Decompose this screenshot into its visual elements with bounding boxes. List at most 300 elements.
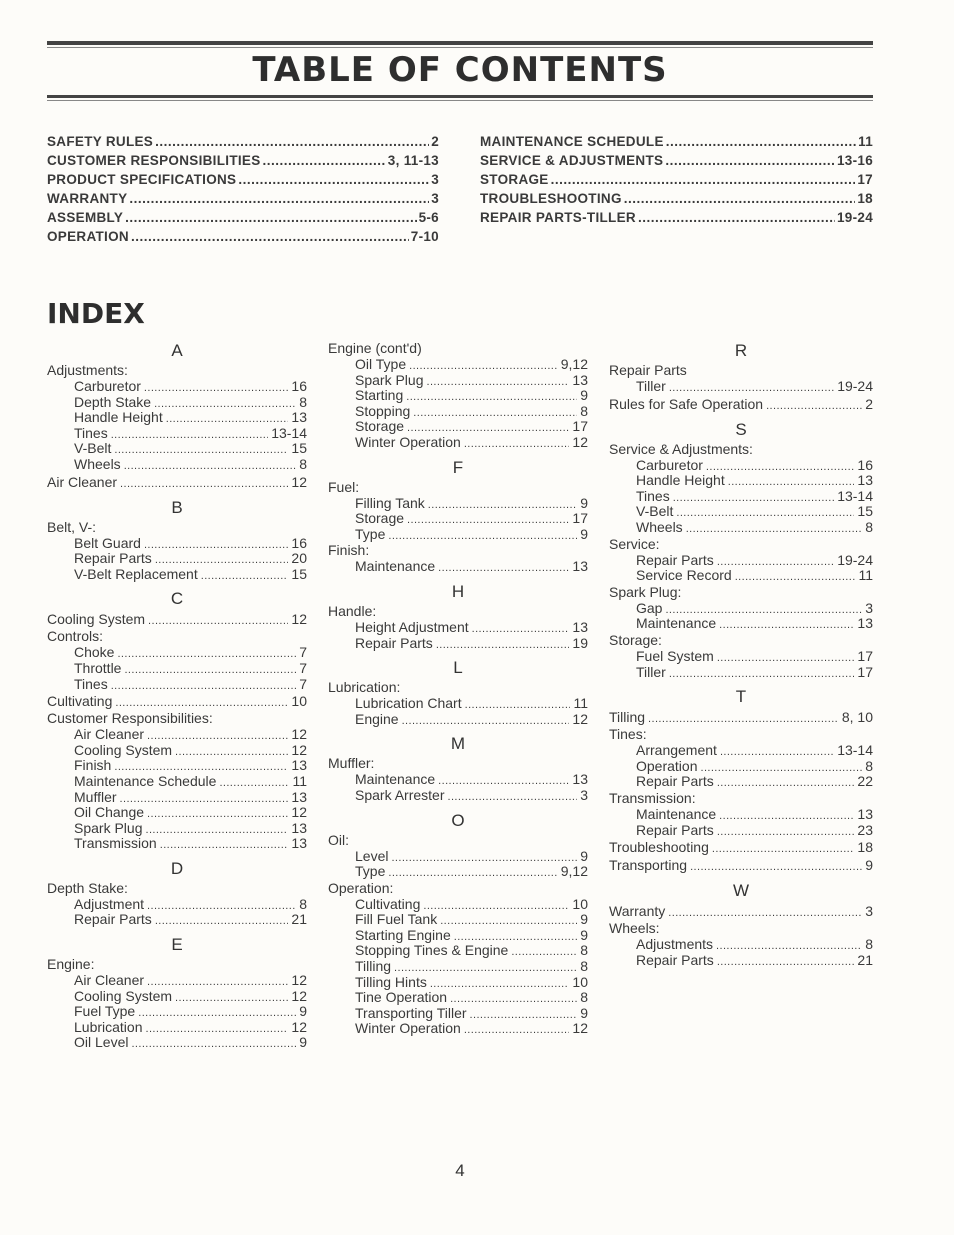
index-entry-page: 12 [291, 987, 307, 1004]
index-entry-page: 9 [865, 857, 873, 874]
toc-entry-page: 19-24 [836, 210, 873, 225]
index-entry-page: 9,12 [560, 356, 588, 372]
index-category: Fuel: [328, 478, 360, 495]
index-entry-page: 15 [291, 440, 307, 457]
index-entry [328, 990, 588, 1006]
index-entry-page: 12 [291, 473, 307, 490]
page-number: 4 [455, 1161, 465, 1180]
index-entry-page: 12 [291, 726, 307, 743]
dot-leader [166, 412, 289, 428]
index-entry-page: 10 [291, 693, 307, 710]
dot-leader [430, 977, 570, 993]
index-category: Lubrication: [328, 679, 401, 696]
dot-leader [124, 459, 297, 475]
index-entry-page: 12 [291, 741, 307, 758]
index-letter-heading: H [451, 581, 465, 601]
index-entry-page: 7 [299, 644, 307, 661]
index-entry-label: Type [355, 525, 386, 542]
index-entry [328, 975, 588, 991]
index-entry-label: Repair Parts [74, 550, 152, 567]
index-entry-label: Tiller [636, 378, 666, 394]
dot-leader [111, 428, 268, 444]
index-entry-page: 8 [299, 393, 307, 410]
index-entry-label: Spark Arrester [355, 786, 445, 803]
index-entry-label: Maintenance [636, 805, 717, 822]
index-entry-page: 16 [291, 534, 307, 551]
index-entry-label: Repair Parts [636, 951, 714, 968]
index-entry [609, 379, 873, 395]
index-entry-page: 11 [292, 772, 307, 789]
dot-leader [717, 825, 855, 841]
toc-entry [480, 134, 873, 153]
index-entry-page: 10 [572, 895, 588, 912]
index-entry-page: 12 [291, 804, 307, 821]
index-letter-heading: C [170, 589, 184, 609]
index-entry [609, 568, 873, 584]
index-entry-label: Air Cleaner [74, 972, 145, 989]
index-entry-page: 7 [299, 675, 307, 692]
index-entry-page: 19 [572, 634, 588, 651]
toc-entry-label: STORAGE [480, 172, 549, 187]
index-entry [47, 1020, 307, 1036]
index-entry [47, 645, 307, 661]
index-column-2 [328, 340, 588, 1037]
dot-leader [263, 153, 386, 168]
index-entry [609, 520, 873, 536]
index-entry-label: Oil Type [355, 356, 407, 372]
index-entry-label: Wheels [74, 455, 121, 472]
index-entry [328, 419, 588, 435]
index-entry [328, 620, 588, 636]
index-entry-page: 12 [572, 1020, 588, 1037]
index-entry-label: Height Adjustment [355, 618, 469, 635]
toc-entry-page: 3 [431, 191, 439, 206]
index-entry [328, 357, 588, 373]
index-entry-page: 23 [857, 821, 873, 838]
index-entry-label: Adjustment [74, 895, 145, 912]
dot-leader [129, 191, 429, 206]
toc-entry-label: ASSEMBLY [47, 210, 124, 225]
index-letter-heading: B [171, 497, 183, 517]
index-letter-heading: L [453, 658, 463, 678]
index-entry [47, 912, 307, 928]
dot-leader [717, 776, 855, 792]
dot-leader [728, 475, 855, 491]
dot-leader [409, 359, 558, 375]
index-entry [609, 665, 873, 681]
index-entry-label: Starting Engine [355, 926, 451, 943]
index-entry-label: V-Belt Replacement [74, 565, 198, 582]
index-category: Tines: [609, 726, 647, 743]
dot-leader [436, 638, 570, 654]
index-entry-label: Repair Parts [636, 773, 714, 790]
index-entry [328, 559, 588, 575]
index-entry [47, 758, 307, 774]
index-entry-page: 17 [572, 418, 588, 435]
index-category: Adjustments: [47, 362, 128, 378]
index-entry-label: Transporting Tiller [355, 1004, 467, 1021]
index-entry-label: Type [355, 863, 386, 880]
index-entry-label: Fuel System [636, 647, 714, 664]
toc-entry [480, 153, 873, 172]
index-entry-label: Handle Height [74, 409, 163, 426]
index-entry-label: Handle Height [636, 472, 725, 489]
index-category: Customer Responsibilities: [47, 710, 213, 727]
dot-leader [147, 807, 288, 823]
index-entry-page: 12 [291, 1018, 307, 1035]
dot-leader [551, 172, 856, 187]
index-category: Muffler: [328, 755, 375, 772]
index-entry-label: Air Cleaner [47, 473, 118, 490]
dot-leader [706, 460, 855, 476]
index-entry [47, 989, 307, 1005]
dot-leader [413, 406, 577, 422]
index-entry [47, 567, 307, 583]
dot-leader [666, 134, 856, 149]
dot-leader [423, 899, 569, 915]
index-entry-label: Tines [74, 424, 108, 441]
index-letter-heading: S [735, 419, 747, 439]
index-entry-page: 18 [857, 839, 873, 856]
index-entry-label: Level [355, 847, 389, 864]
index-entry [47, 536, 307, 552]
dot-leader [148, 612, 288, 630]
dot-leader [624, 191, 856, 206]
index-entry [609, 473, 873, 489]
index-entry-page: 12 [572, 710, 588, 727]
index-entry [47, 743, 307, 759]
dot-leader [686, 522, 863, 538]
dot-leader [511, 945, 577, 961]
index-entry-label: Air Cleaner [74, 726, 145, 743]
toc-entry-label: PRODUCT SPECIFICATIONS [47, 172, 237, 187]
index-entry-page: 8 [865, 518, 873, 535]
index-entry [47, 774, 307, 790]
index-category: Depth Stake: [47, 879, 128, 896]
index-entry-page: 12 [291, 972, 307, 989]
index-entry [47, 692, 307, 710]
dot-leader [648, 710, 839, 728]
index-entry-page: 9 [580, 926, 588, 943]
index-category: Engine (cont'd) [328, 340, 422, 356]
toc-entry [47, 191, 439, 210]
index-entry-page: 19-24 [837, 551, 873, 568]
index-entry [609, 601, 873, 617]
index-entry-label: Belt Guard [74, 534, 141, 551]
index-entry [328, 636, 588, 652]
dot-leader [131, 229, 409, 244]
index-entry-page: 13 [291, 757, 307, 774]
index-entry-page: 8, 10 [841, 709, 873, 726]
index-entry [609, 953, 873, 969]
index-entry [47, 973, 307, 989]
index-entry [47, 395, 307, 411]
toc-entry [480, 210, 873, 229]
index-entry [609, 553, 873, 569]
dot-leader [120, 792, 289, 808]
top-rule-thin [47, 47, 873, 48]
index-category: Oil: [328, 831, 349, 848]
dot-leader [717, 555, 834, 571]
index-letter-heading: T [735, 687, 747, 707]
index-entry-label: Tiller [636, 663, 666, 680]
index-entry-label: Repair Parts [636, 821, 714, 838]
index-entry [328, 897, 588, 913]
index-entry-label: Tine Operation [355, 989, 448, 1006]
index-entry-label: Warranty [609, 903, 666, 920]
index-category: Operation: [328, 879, 394, 896]
index-entry-page: 13 [857, 805, 873, 822]
index-entry [47, 473, 307, 491]
index-entry [328, 943, 588, 959]
index-entry [47, 727, 307, 743]
index-entry [609, 708, 873, 726]
dot-leader [673, 491, 834, 507]
dot-leader [114, 443, 288, 459]
dot-leader [719, 618, 854, 634]
index-entry [328, 772, 588, 788]
index-entry-page: 8 [865, 757, 873, 774]
index-entry-page: 8 [299, 895, 307, 912]
index-entry-page: 13 [291, 409, 307, 426]
index-entry-page: 9 [299, 1003, 307, 1020]
index-entry [328, 1021, 588, 1037]
index-entry-page: 21 [857, 951, 873, 968]
dot-leader [175, 991, 288, 1007]
index-entry [328, 912, 588, 928]
index-entry-label: Maintenance [355, 771, 436, 788]
index-entry-label: Maintenance [355, 558, 436, 575]
index-entry-label: Cooling System [47, 611, 146, 628]
index-entry [328, 373, 588, 389]
dot-leader [665, 153, 835, 168]
dot-leader [388, 529, 577, 545]
index-entry-page: 8 [299, 455, 307, 472]
dot-leader [638, 210, 835, 225]
dot-leader [138, 1006, 296, 1022]
dot-leader [131, 1037, 296, 1053]
index-entry-page: 8 [865, 936, 873, 953]
index-entry [609, 902, 873, 920]
dot-leader [669, 667, 855, 683]
index-entry [609, 743, 873, 759]
index-entry-label: Cooling System [74, 741, 173, 758]
index-letter-heading: F [452, 457, 464, 477]
index-entry-page: 13 [572, 558, 588, 575]
toc-right-column [480, 134, 873, 229]
dot-leader [428, 498, 577, 514]
index-entry-page: 9 [580, 847, 588, 864]
index-entry [609, 774, 873, 790]
index-entry-page: 22 [857, 773, 873, 790]
index-entry-label: Wheels [636, 518, 683, 535]
toc-entry-label: OPERATION [47, 229, 129, 244]
index-entry [328, 864, 588, 880]
index-entry [328, 527, 588, 543]
dot-leader [438, 774, 569, 790]
dot-leader [700, 761, 862, 777]
dot-leader [155, 914, 289, 930]
dot-leader [238, 172, 429, 187]
dot-leader [388, 866, 557, 882]
index-column-1 [47, 340, 307, 1051]
index-entry-label: Tines [74, 675, 108, 692]
index-entry [47, 805, 307, 821]
index-entry [47, 836, 307, 852]
toc-left-column [47, 134, 439, 248]
dot-leader [391, 851, 577, 867]
index-entry [47, 677, 307, 693]
index-entry-label: Rules for Safe Operation [609, 395, 764, 412]
toc-entry-label: TROUBLESHOOTING [480, 191, 622, 206]
dot-leader [717, 651, 855, 667]
index-entry-page: 12 [572, 433, 588, 450]
index-entry [609, 838, 873, 856]
dot-leader [426, 375, 569, 391]
index-entry [328, 511, 588, 527]
index-entry-page: 10 [572, 973, 588, 990]
index-entry-label: Cooling System [74, 987, 173, 1004]
index-entry-page: 13 [291, 819, 307, 836]
index-entry-label: Lubrication Chart [355, 695, 462, 712]
index-entry-label: Tilling [355, 958, 392, 975]
index-entry-page: 17 [572, 510, 588, 527]
index-category: Belt, V-: [47, 518, 97, 535]
dot-leader [470, 1008, 578, 1024]
index-category: Service & Adjustments: [609, 440, 753, 457]
index-entry-label: Choke [74, 644, 115, 661]
dot-leader [201, 569, 289, 585]
index-entry-page: 13 [857, 615, 873, 632]
index-entry-label: Tines [636, 487, 670, 504]
index-entry [47, 1035, 307, 1051]
index-entry-label: Cultivating [47, 693, 113, 710]
index-entry [328, 388, 588, 404]
index-entry [47, 426, 307, 442]
index-entry [47, 821, 307, 837]
index-entry-page: 20 [291, 550, 307, 567]
index-entry-label: Throttle [74, 659, 122, 676]
index-entry [609, 458, 873, 474]
index-entry-page: 9 [580, 911, 588, 928]
index-entry-label: V-Belt [636, 503, 674, 520]
top-rule [47, 41, 873, 45]
index-entry-page: 13 [572, 771, 588, 788]
index-entry-label: Gap [636, 599, 663, 616]
index-entry-page: 16 [291, 378, 307, 394]
index-entry [328, 849, 588, 865]
index-letter-heading: D [170, 858, 184, 878]
toc-entry [480, 172, 873, 191]
dot-leader [154, 397, 296, 413]
index-entry-page: 13 [291, 835, 307, 852]
index-entry-page: 21 [291, 911, 307, 928]
index-entry [609, 856, 873, 874]
dot-leader [145, 823, 288, 839]
index-entry-label: Tilling Hints [355, 973, 427, 990]
index-entry-label: Troubleshooting [609, 839, 709, 856]
index-entry-label: Carburetor [74, 378, 141, 394]
dot-leader [472, 622, 570, 638]
index-letter-heading: O [451, 810, 465, 830]
index-entry-page: 8 [580, 989, 588, 1006]
index-entry-page: 13 [857, 472, 873, 489]
index-entry [47, 1004, 307, 1020]
index-entry [328, 404, 588, 420]
dot-leader [144, 538, 288, 554]
dot-leader [120, 475, 288, 493]
index-entry [328, 696, 588, 712]
index-entry [328, 435, 588, 451]
index-category: Repair Parts [609, 362, 687, 378]
index-entry-page: 9 [580, 525, 588, 542]
toc-entry-page: 13-16 [836, 153, 873, 168]
dot-leader [712, 840, 855, 858]
toc-entry [47, 229, 439, 248]
toc-entry-label: REPAIR PARTS-TILLER [480, 210, 636, 225]
dot-leader [144, 381, 289, 397]
index-entry-page: 9 [580, 1004, 588, 1021]
dot-leader [716, 939, 862, 955]
toc-entry [47, 134, 439, 153]
index-entry-label: Spark Plug [355, 371, 424, 388]
toc-entry [47, 210, 439, 229]
index-entry-page: 11 [858, 567, 873, 584]
index-entry [609, 504, 873, 520]
toc-entry-label: MAINTENANCE SCHEDULE [480, 134, 664, 149]
index-letter-heading: A [171, 341, 183, 360]
index-entry-label: Operation [636, 757, 698, 774]
toc-entry-label: SAFETY RULES [47, 134, 154, 149]
dot-leader [111, 679, 296, 695]
index-entry-label: Repair Parts [636, 551, 714, 568]
index-entry-label: Repair Parts [74, 911, 152, 928]
index-entry [328, 712, 588, 728]
index-entry [328, 788, 588, 804]
index-entry-label: Cultivating [355, 895, 421, 912]
index-entry [328, 496, 588, 512]
index-entry [328, 928, 588, 944]
toc-entry-label: CUSTOMER RESPONSIBILITIES [47, 153, 261, 168]
index-entry-label: Starting [355, 387, 404, 404]
index-entry-label: Maintenance Schedule [74, 772, 217, 789]
index-entry [47, 661, 307, 677]
index-entry-label: Stopping Tines & Engine [355, 942, 509, 959]
index-entry [609, 395, 873, 413]
toc-entry-page: 2 [431, 134, 439, 149]
index-entry [47, 610, 307, 628]
index-entry-label: Tilling [609, 709, 646, 726]
index-entry-page: 13-14 [271, 424, 307, 441]
index-entry-page: 3 [865, 903, 873, 920]
index-entry-label: Carburetor [636, 456, 703, 473]
index-entry-label: Transmission [74, 835, 157, 852]
dot-leader [735, 570, 856, 586]
index-entry-label: Repair Parts [355, 634, 433, 651]
index-entry [609, 759, 873, 775]
index-entry-page: 19-24 [837, 378, 873, 394]
index-entry-page: 8 [580, 958, 588, 975]
index-entry-page: 7 [299, 659, 307, 676]
toc-entry [480, 191, 873, 210]
index-entry [328, 959, 588, 975]
dot-leader [407, 513, 569, 529]
dot-leader [465, 698, 571, 714]
index-category: Wheels: [609, 920, 660, 937]
dot-leader [219, 776, 289, 792]
index-entry [47, 551, 307, 567]
index-entry-label: Filling Tank [355, 494, 425, 511]
